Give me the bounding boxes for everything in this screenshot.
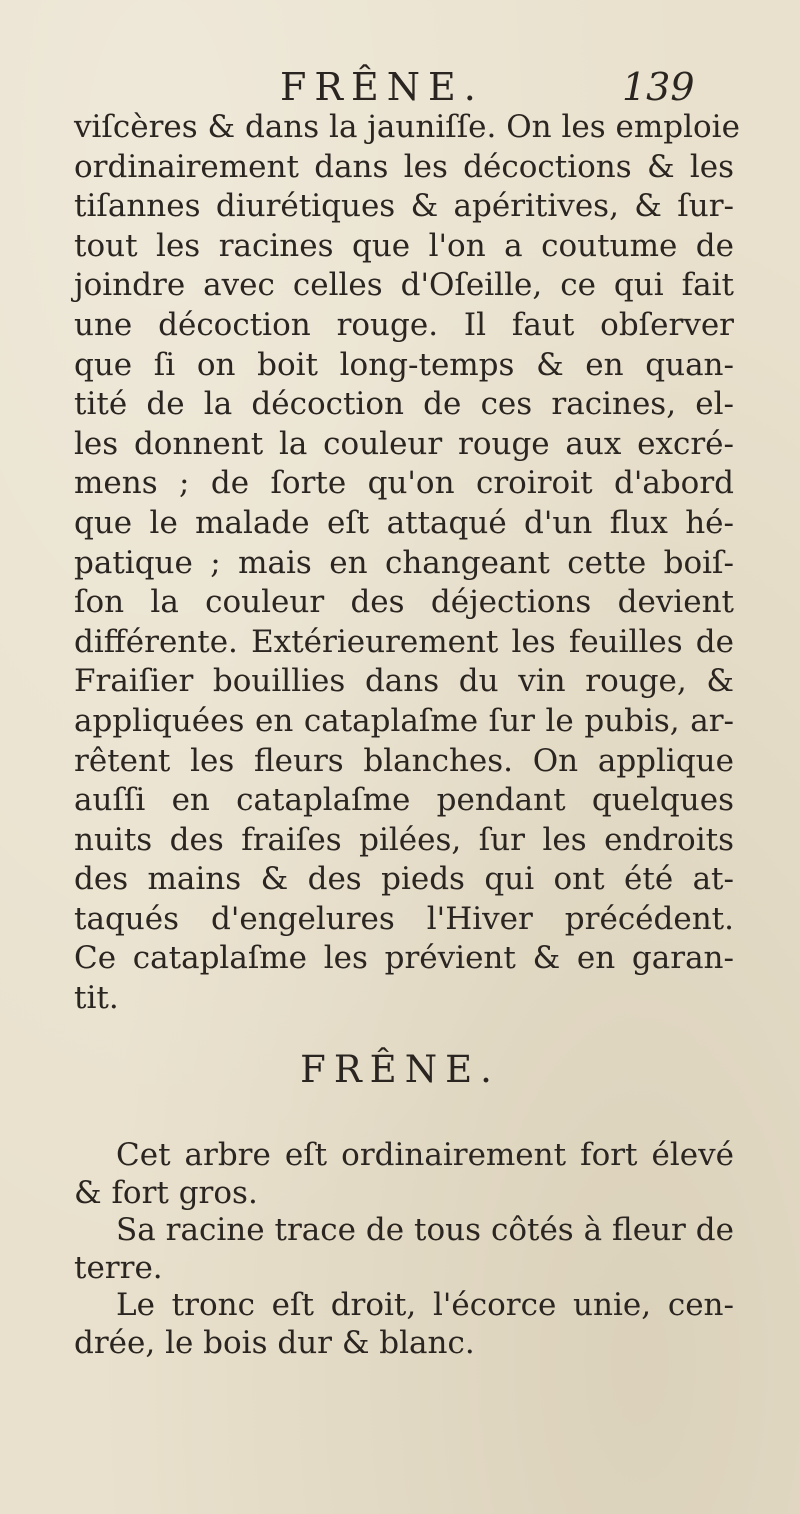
text-line: différente. Extérieurement les feuilles de xyxy=(74,623,734,660)
text-line: tiſannes diurétiques & apéritives, & ſur- xyxy=(74,188,734,225)
text-line: ſon la couleur des déjections devient xyxy=(74,584,734,621)
section-text-line: drée, le bois dur & blanc. xyxy=(74,1324,475,1361)
text-line: patique ; mais en changeant cette boiſ- xyxy=(74,544,734,581)
text-line: ordinairement dans les décoctions & les xyxy=(74,148,734,185)
text-line: nuits des fraiſes pilées, ſur les endroits xyxy=(74,821,734,858)
section-text-line: & fort gros. xyxy=(74,1174,258,1211)
section-text-line: terre. xyxy=(74,1249,163,1286)
text-line: appliquées en cataplaſme ſur le pubis, ar- xyxy=(74,702,734,739)
running-title: FRÊNE. xyxy=(280,65,484,109)
text-line: Ce cataplaſme les prévient & en garan- xyxy=(74,940,734,977)
text-line: taqués d'engelures l'Hiver précédent. xyxy=(74,900,734,937)
main-paragraph xyxy=(74,108,740,1019)
text-line: que ſi on boit long-temps & en quan- xyxy=(74,346,734,383)
text-line: mens ; de ſorte qu'on croiroit d'abord xyxy=(74,465,734,502)
section-body xyxy=(74,1137,734,1363)
section-text-line: Sa racine trace de tous côtés à fleur de xyxy=(116,1212,734,1249)
section-text-line: Le tronc eſt droit, l'écorce unie, cen- xyxy=(116,1287,734,1324)
text-line: tout les racines que l'on a coutume de xyxy=(74,227,734,264)
text-line: Fraiſier bouillies dans du vin rouge, & xyxy=(74,663,734,700)
text-line: auſſi en cataplaſme pendant quelques xyxy=(74,782,734,819)
text-line: les donnent la couleur rouge aux excré- xyxy=(74,425,734,462)
text-line: que le malade eſt attaqué d'un flux hé- xyxy=(74,504,734,541)
text-line: viſcères & dans la jauniſſe. On les emploie xyxy=(74,109,740,145)
text-line: joindre avec celles d'Oſeille, ce qui fait xyxy=(74,267,734,304)
text-line: des mains & des pieds qui ont été at- xyxy=(74,861,734,898)
section-text-line: Cet arbre eſt ordinairement fort élevé xyxy=(116,1137,734,1173)
section-heading: FRÊNE. xyxy=(300,1048,500,1091)
text-line: tité de la décoction de ces racines, el- xyxy=(74,386,734,423)
text-line: rêtent les fleurs blanches. On applique xyxy=(74,742,734,779)
page-number: 139 xyxy=(622,65,695,109)
text-line: tit. xyxy=(74,980,119,1017)
text-line: une décoction rouge. Il faut obſerver xyxy=(74,306,734,343)
running-head xyxy=(0,62,800,112)
